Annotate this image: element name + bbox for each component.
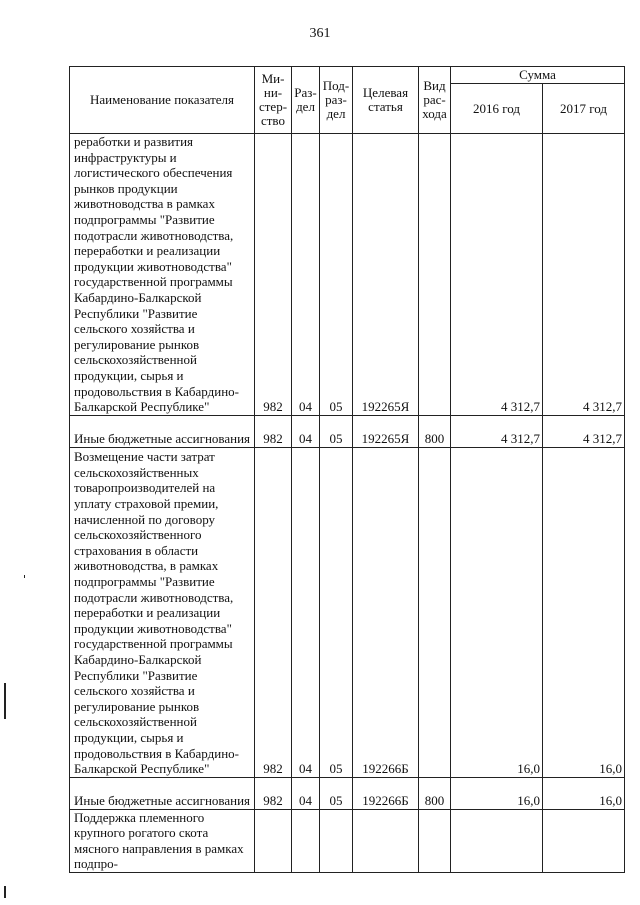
row-ministry: 982	[255, 777, 292, 809]
row-target-article: 192266Б	[353, 777, 419, 809]
row-expense-type	[419, 809, 451, 872]
row-sum-2016: 16,0	[451, 447, 543, 777]
scan-mark	[4, 683, 6, 719]
header-year-2017: 2017 год	[543, 84, 625, 134]
table-row	[70, 777, 625, 809]
row-sum-2016: 16,0	[451, 777, 543, 809]
header-target-article: Целевая статья	[353, 67, 419, 134]
row-expense-type: 800	[419, 777, 451, 809]
row-expense-type: 800	[419, 415, 451, 447]
row-sum-2017: 4 312,7	[543, 415, 625, 447]
row-expense-type	[419, 447, 451, 777]
header-year-2016: 2016 год	[451, 84, 543, 134]
table-row	[70, 809, 625, 872]
row-sum-2016	[451, 809, 543, 872]
table-row	[70, 447, 625, 777]
row-ministry	[255, 809, 292, 872]
row-name: Иные бюджетные ассигнования	[70, 777, 255, 809]
row-sum-2017: 16,0	[543, 447, 625, 777]
row-sum-2016: 4 312,7	[451, 415, 543, 447]
table-row	[70, 415, 625, 447]
header-name: Наименование показателя	[70, 67, 255, 134]
row-ministry: 982	[255, 415, 292, 447]
row-target-article: 192266Б	[353, 447, 419, 777]
header-sum: Сумма	[451, 67, 625, 84]
row-subsection: 05	[320, 447, 353, 777]
scan-mark	[24, 575, 25, 578]
row-name: реработки и развития инфраструктуры и логистического обеспечения рынков продукции животноводства в рамках подпрограммы "Развитие подотрасли животноводства, переработки и реализации продукции животноводства" государственной программы Кабардино-Балкарской Республики "Развитие сельского хозяйства и регулирование рынков сельскохозяйственной продукции, сырья и продовольствия в Кабардино-Балкарской Республике"	[70, 134, 255, 416]
header-expense-type: Вид рас- хода	[419, 67, 451, 134]
row-target-article	[353, 809, 419, 872]
scan-mark	[4, 886, 6, 898]
row-target-article: 192265Я	[353, 415, 419, 447]
row-ministry: 982	[255, 447, 292, 777]
row-ministry: 982	[255, 134, 292, 416]
row-sum-2017: 16,0	[543, 777, 625, 809]
row-name: Возмещение части затрат сельскохозяйственных товаропроизводителей на уплату страховой премии, начисленной по договору сельскохозяйственного страхования в области животноводства, в рамках подпрограммы "Развитие подотрасли животноводства, переработки и реализации продукции животноводства" государственной программы Кабардино-Балкарской Республики "Развитие сельского хозяйства и регулирование рынков сельскохозяйственной продукции, сырья и продовольствия в Кабардино-Балкарской Республике"	[70, 447, 255, 777]
row-sum-2017: 4 312,7	[543, 134, 625, 416]
row-name: Иные бюджетные ассигнования	[70, 415, 255, 447]
row-subsection	[320, 809, 353, 872]
header-ministry: Ми- ни- стер- ство	[255, 67, 292, 134]
budget-table	[69, 66, 625, 873]
row-subsection: 05	[320, 134, 353, 416]
row-name: Поддержка племенного крупного рогатого скота мясного направления в рамках подпро-	[70, 809, 255, 872]
row-subsection: 05	[320, 415, 353, 447]
row-section: 04	[292, 415, 320, 447]
row-expense-type	[419, 134, 451, 416]
row-sum-2016: 4 312,7	[451, 134, 543, 416]
row-section: 04	[292, 777, 320, 809]
row-section	[292, 809, 320, 872]
row-subsection: 05	[320, 777, 353, 809]
table-row	[70, 134, 625, 416]
row-section: 04	[292, 134, 320, 416]
header-subsection: Под- раз- дел	[320, 67, 353, 134]
header-section: Раз- дел	[292, 67, 320, 134]
page-number: 361	[309, 26, 331, 41]
row-sum-2017	[543, 809, 625, 872]
row-section: 04	[292, 447, 320, 777]
row-target-article: 192265Я	[353, 134, 419, 416]
